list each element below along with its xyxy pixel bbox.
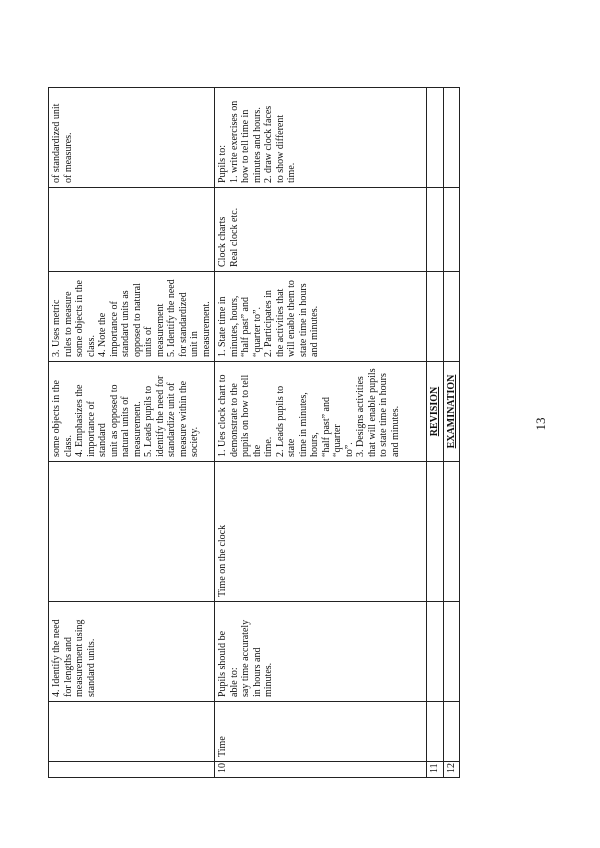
empty-cell xyxy=(443,702,460,762)
empty-cell xyxy=(427,88,444,188)
empty-cell xyxy=(427,602,444,702)
content-cell: Time on the clock xyxy=(215,462,427,602)
teacher-activities-cell: 1. Ues clock chart to demonstrate to the pupils on how to tell the time. 2. Leads pupils to state time in minutes, hours, “half past” and “quarter to”. 3. Designs activities that will enable pupils to state time in hours and minutes. xyxy=(215,362,427,462)
week-cell xyxy=(49,762,215,778)
week-cell: 12 xyxy=(443,762,460,778)
evaluation-cell: of standardized unit of measures. xyxy=(49,88,215,188)
empty-cell xyxy=(443,462,460,602)
topic-cell xyxy=(49,702,215,762)
empty-cell xyxy=(443,602,460,702)
revision-label: REVISION xyxy=(427,362,444,462)
examination-label: EXAMINATION xyxy=(443,362,460,462)
week-cell: 11 xyxy=(427,762,444,778)
pupil-activities-cell: 3. Uses metric rules to measure some objects in the class. 4. Note the importance of standard units as opposed to natural units of measurement 5. Identify the need for standardized unit in measurement. xyxy=(49,272,215,362)
examination-row xyxy=(443,88,460,778)
teacher-activities-cell: some objects in the class. 4. Emphasizes the importance of standard unit as opposed to natural units of measurement. 5. Leads pupils to identify the need for standardize unit of measure within the society. xyxy=(49,362,215,462)
revision-row xyxy=(427,88,444,778)
empty-cell xyxy=(443,88,460,188)
empty-cell xyxy=(443,272,460,362)
empty-cell xyxy=(427,702,444,762)
page-number: 13 xyxy=(533,417,548,431)
evaluation-cell: Pupils to: 1. write exercises on how to tell time in minutes and hours. 2. draw clock faces to show different time. xyxy=(215,88,427,188)
table-row xyxy=(49,88,215,778)
materials-cell xyxy=(49,188,215,272)
materials-cell: Clock charts Real clock etc. xyxy=(215,188,427,272)
topic-cell: Time xyxy=(215,702,427,762)
empty-cell xyxy=(427,462,444,602)
pupil-activities-cell: 1. State time in minutes, hours, “half past” and “quarter to”. 2. Participates in the activities that will enable them to state time in hours and minutes. xyxy=(215,272,427,362)
objectives-cell: 4. Identify the need for lengths and measurement using standard units. xyxy=(49,602,215,702)
objectives-cell: Pupils should be able to: say time accurately in hours and minutes. xyxy=(215,602,427,702)
table-row xyxy=(215,88,427,778)
empty-cell xyxy=(443,188,460,272)
empty-cell xyxy=(427,272,444,362)
empty-cell xyxy=(427,188,444,272)
scheme-of-work-table xyxy=(48,87,460,778)
content-cell xyxy=(49,462,215,602)
rotated-page-content xyxy=(48,88,457,778)
week-cell: 10 xyxy=(215,762,427,778)
